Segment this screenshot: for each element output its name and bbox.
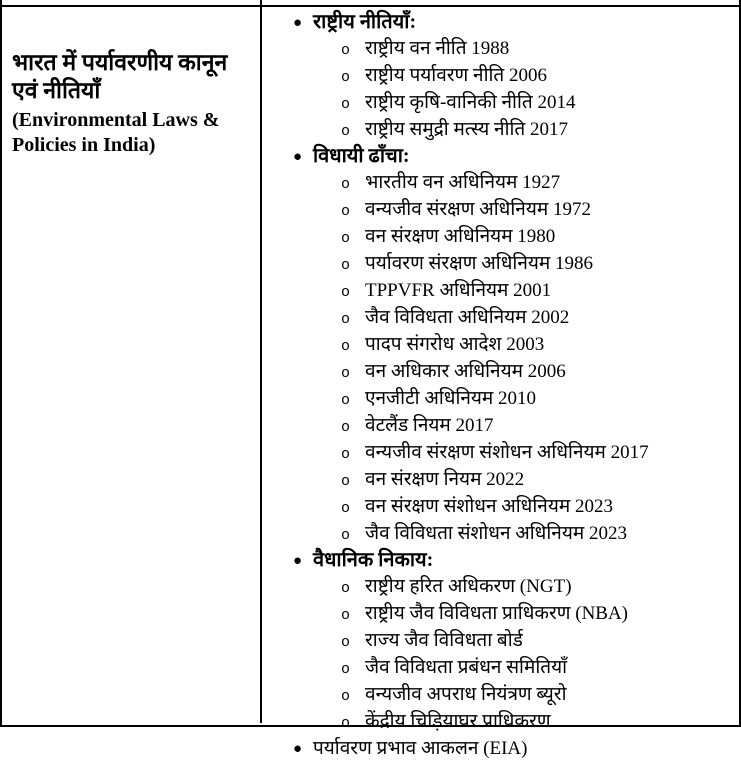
list-item	[262, 117, 739, 144]
list-item	[262, 359, 739, 386]
circle-bullet-icon: o	[341, 122, 351, 140]
list-item	[262, 251, 739, 278]
bullet-icon: ●	[293, 740, 303, 757]
section-label: विधायी ढाँचा:	[313, 144, 410, 167]
section-header	[262, 10, 739, 36]
list-item-label: वेटलैंड नियम 2017	[365, 414, 494, 436]
list-item-label: जैव विविधता अधिनियम 2002	[365, 306, 570, 328]
circle-bullet-icon: o	[341, 95, 351, 113]
list-item-label: वन संरक्षण संशोधन अधिनियम 2023	[365, 495, 613, 517]
content-list	[262, 10, 739, 762]
circle-bullet-icon: o	[341, 472, 351, 490]
list-item-label: जैव विविधता संशोधन अधिनियम 2023	[365, 522, 627, 544]
list-item	[262, 494, 739, 521]
topic-title-hindi: भारत में पर्यावरणीय कानून एवं नीतियाँ	[12, 50, 228, 103]
circle-bullet-icon: o	[341, 310, 351, 328]
circle-bullet-icon: o	[341, 229, 351, 247]
list-item	[262, 440, 739, 467]
list-item	[262, 521, 739, 548]
circle-bullet-icon: o	[341, 714, 351, 732]
section-header	[262, 548, 739, 574]
list-item-label: राष्ट्रीय समुद्री मत्स्य नीति 2017	[365, 118, 569, 140]
topic-cell	[2, 7, 262, 723]
circle-bullet-icon: o	[341, 579, 351, 597]
list-item-label: राज्य जैव विविधता बोर्ड	[365, 629, 523, 651]
section-label: राष्ट्रीय नीतियाँ:	[313, 11, 417, 33]
circle-bullet-icon: o	[341, 41, 351, 59]
list-item-label: वन संरक्षण नियम 2022	[365, 468, 525, 490]
bullet-icon: ●	[293, 148, 303, 165]
circle-bullet-icon: o	[341, 418, 351, 436]
list-item-label: वन्यजीव अपराध नियंत्रण ब्यूरो	[365, 683, 567, 705]
circle-bullet-icon: o	[341, 283, 351, 301]
circle-bullet-icon: o	[341, 499, 351, 517]
list-item-label: जैव विविधता प्रबंधन समितियाँ	[365, 656, 568, 678]
circle-bullet-icon: o	[341, 337, 351, 355]
list-item-label: वन्यजीव संरक्षण अधिनियम 1972	[365, 198, 591, 220]
list-item-label: केंद्रीय चिड़ियाघर प्राधिकरण	[365, 710, 551, 732]
list-item	[262, 278, 739, 305]
list-item	[262, 305, 739, 332]
list-item	[262, 467, 739, 494]
section-header	[262, 736, 739, 762]
previous-row-sliver	[2, 0, 739, 7]
section-label: पर्यावरण प्रभाव आकलन (EIA)	[313, 737, 528, 759]
circle-bullet-icon: o	[341, 606, 351, 624]
list-item-label: TPPVFR अधिनियम 2001	[365, 279, 552, 301]
list-item-label: वन्यजीव संरक्षण संशोधन अधिनियम 2017	[365, 441, 649, 463]
circle-bullet-icon: o	[341, 687, 351, 705]
bullet-icon: ●	[293, 14, 303, 31]
list-item	[262, 574, 739, 601]
circle-bullet-icon: o	[341, 364, 351, 382]
list-item	[262, 332, 739, 359]
circle-bullet-icon: o	[341, 526, 351, 544]
circle-bullet-icon: o	[341, 256, 351, 274]
list-item-label: राष्ट्रीय हरित अधिकरण (NGT)	[365, 575, 572, 597]
list-item-label: राष्ट्रीय जैव विविधता प्राधिकरण (NBA)	[365, 602, 629, 624]
list-item-label: पादप संगरोध आदेश 2003	[365, 333, 545, 355]
circle-bullet-icon: o	[341, 660, 351, 678]
list-item-label: राष्ट्रीय पर्यावरण नीति 2006	[365, 64, 548, 86]
list-item-label: राष्ट्रीय वन नीति 1988	[365, 37, 510, 59]
circle-bullet-icon: o	[341, 175, 351, 193]
list-item-label: भारतीय वन अधिनियम 1927	[365, 171, 561, 193]
list-item-label: राष्ट्रीय कृषि-वानिकी नीति 2014	[365, 91, 576, 113]
list-item-label: एनजीटी अधिनियम 2010	[365, 387, 537, 409]
circle-bullet-icon: o	[341, 445, 351, 463]
circle-bullet-icon: o	[341, 68, 351, 86]
circle-bullet-icon: o	[341, 633, 351, 651]
list-item	[262, 224, 739, 251]
section-label: वैधानिक निकाय:	[313, 548, 434, 571]
list-item	[262, 386, 739, 413]
list-item	[262, 709, 739, 736]
bullet-icon: ●	[293, 552, 303, 569]
section-header	[262, 144, 739, 170]
list-item	[262, 170, 739, 197]
circle-bullet-icon: o	[341, 202, 351, 220]
previous-row-right-cell	[262, 0, 739, 5]
list-item	[262, 628, 739, 655]
list-item	[262, 655, 739, 682]
table-row	[2, 7, 739, 759]
list-item	[262, 63, 739, 90]
list-item	[262, 197, 739, 224]
list-item-label: पर्यावरण संरक्षण अधिनियम 1986	[365, 252, 594, 274]
previous-row-left-cell	[2, 0, 262, 5]
list-item-label: वन अधिकार अधिनियम 2006	[365, 360, 566, 382]
list-item-label: वन संरक्षण अधिनियम 1980	[365, 225, 556, 247]
list-item	[262, 36, 739, 63]
list-item	[262, 601, 739, 628]
topic-title-english: (Environmental Laws & Policies in India)	[12, 109, 220, 156]
list-item	[262, 90, 739, 117]
circle-bullet-icon: o	[341, 391, 351, 409]
list-item	[262, 413, 739, 440]
content-cell	[262, 7, 739, 759]
list-item	[262, 682, 739, 709]
